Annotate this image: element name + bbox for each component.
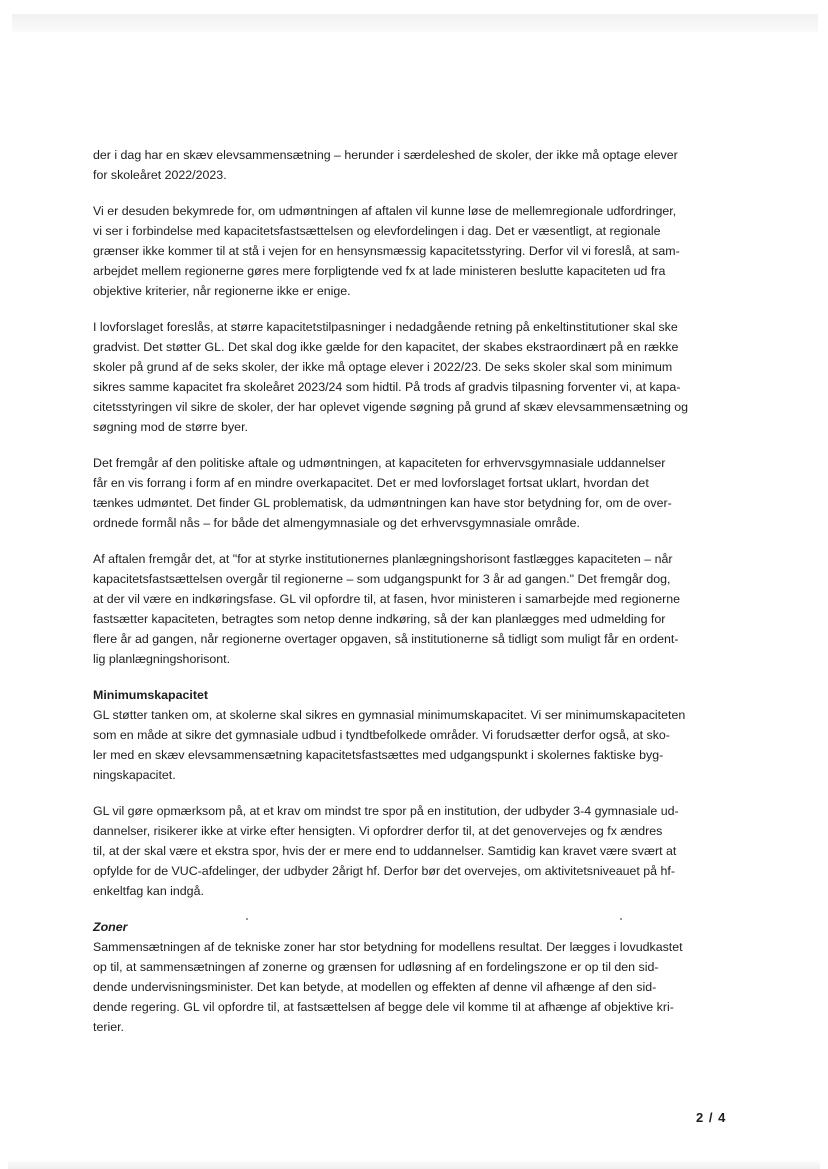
text-line: terier.: [93, 1020, 124, 1034]
scan-speck: [246, 918, 248, 920]
text-line: kapacitetsfastsættelsen overgår til regionerne – som udgangspunkt for 3 år ad gangen." Det fremgår dog,: [93, 572, 671, 586]
paragraph: [93, 705, 741, 785]
text-line: for skoleåret 2022/2023.: [93, 168, 227, 182]
paragraph: [93, 317, 741, 437]
text-line: ler med en skæv elevsammensætning kapacitetsfastsættes med udgangspunkt i skolernes faktiske byg-: [93, 748, 664, 762]
text-line: Af aftalen fremgår det, at "for at styrke institutionernes planlægningshorisont fastlægges kapaciteten – når: [93, 552, 673, 566]
text-line: lig planlægningshorisont.: [93, 652, 231, 666]
text-line: GL vil gøre opmærksom på, at et krav om mindst tre spor på en institution, der udbyder 3-4 gymnasiale ud-: [93, 804, 679, 818]
text-line: skoler på grund af de seks skoler, der ikke må optage elever i 2022/23. De seks skoler skal som minimum: [93, 360, 673, 374]
scan-shadow-bottom: [8, 1161, 820, 1169]
paragraph: [93, 145, 741, 185]
text-line: dende undervisningsminister. Det kan betyde, at modellen og effekten af denne vil afhænge af den sid-: [93, 980, 657, 994]
text-line: flere år ad gangen, når regionerne overtager opgaven, så institutionerne så tidligt som muligt får en ordent-: [93, 632, 679, 646]
text-line: objektive kriterier, når regionerne ikke er enige.: [93, 284, 351, 298]
text-line: søgning mod de større byer.: [93, 420, 248, 434]
text-line: Det fremgår af den politiske aftale og udmøntningen, at kapaciteten for erhvervsgymnasiale uddannelser: [93, 456, 666, 470]
text-line: gradvist. Det støtter GL. Det skal dog ikke gælde for den kapacitet, der skabes ekstraordinært på en række: [93, 340, 679, 354]
text-line: dende regering. GL vil opfordre til, at fastsættelsen af begge dele vil komme til at afhænge af objektive kri-: [93, 1000, 674, 1014]
paragraph: [93, 801, 741, 901]
text-line: arbejdet mellem regionerne gøres mere forpligtende ved fx at lade ministeren beslutte kapaciteten ud fra: [93, 264, 666, 278]
scan-shadow-top: [12, 14, 818, 32]
text-line: opfylde for de VUC-afdelinger, der udbyder 2årigt hf. Derfor bør det overvejes, om aktivitetsniveauet på hf-: [93, 864, 675, 878]
text-line: op til, at sammensætningen af zonerne og grænsen for udløsning af en fordelingszone er op til den sid-: [93, 960, 659, 974]
text-line: som en måde at sikre det gymnasiale udbud i tyndtbefolkede områder. Vi forudsætter derfor også, at sko-: [93, 728, 670, 742]
section-heading-minimumskapacitet: Minimumskapacitet: [93, 688, 208, 702]
text-line: enkeltfag kan indgå.: [93, 884, 204, 898]
text-line: sikres samme kapacitet fra skoleåret 2023/24 som hidtil. På trods af gradvis tilpasning forventer vi, at kapa-: [93, 380, 681, 394]
text-line: citetsstyringen vil sikre de skoler, der har oplevet vigende søgning på grund af skæv elevsammensætning og: [93, 400, 689, 414]
text-line: grænser ikke kommer til at stå i vejen for en hensynsmæssig kapacitetsstyring. Derfor vil vi foreslå, at sam-: [93, 244, 680, 258]
text-line: I lovforslaget foreslås, at større kapacitetstilpasninger i nedadgående retning på enkeltinstitutioner skal ske: [93, 320, 678, 334]
paragraph: [93, 937, 741, 1037]
text-line: får en vis forrang i form af en mindre overkapacitet. Det er med lovforslaget fortsat uklart, hvordan det: [93, 476, 649, 490]
text-line: til, at der skal være et ekstra spor, hvis der er mere end to uddannelser. Samtidig kan kravet være svært at: [93, 844, 677, 858]
text-line: at der vil være en indkøringsfase. GL vil opfordre til, at fasen, hvor ministeren i samarbejde med regionerne: [93, 592, 680, 606]
text-line: Sammensætningen af de tekniske zoner har stor betydning for modellens resultat. Der lægges i lovudkastet: [93, 940, 683, 954]
text-line: der i dag har en skæv elevsammensætning – herunder i særdeleshed de skoler, der ikke må optage elever: [93, 148, 678, 162]
paragraph: [93, 549, 741, 669]
scan-speck: [620, 918, 622, 920]
text-line: ordnede formål nås – for både det almengymnasiale og det erhvervsgymnasiale område.: [93, 516, 580, 530]
text-line: tænkes udmøntet. Det finder GL problematisk, da udmøntningen kan have stor betydning for, om de over-: [93, 496, 672, 510]
text-line: vi ser i forbindelse med kapacitetsfastsættelsen og elevfordelingen i dag. Det er væsentligt, at regionale: [93, 224, 661, 238]
text-line: GL støtter tanken om, at skolerne skal sikres en gymnasial minimumskapacitet. Vi ser minimumskapaciteten: [93, 708, 686, 722]
paragraph: [93, 453, 741, 533]
text-line: Vi er desuden bekymrede for, om udmøntningen af aftalen vil kunne løse de mellemregionale udfordringer,: [93, 204, 677, 218]
text-line: fastsætter kapaciteten, betragtes som netop denne indkøring, så der kan planlægges med udmelding for: [93, 612, 666, 626]
paragraph: [93, 201, 741, 301]
text-line: dannelser, risikerer ikke at virke efter hensigten. Vi opfordrer derfor til, at det genovervejes og fx ændres: [93, 824, 663, 838]
text-line: ningskapacitet.: [93, 768, 176, 782]
section-heading-zoner: Zoner: [93, 920, 128, 934]
page-number: 2 / 4: [696, 1110, 727, 1125]
document-body: [93, 145, 741, 1037]
